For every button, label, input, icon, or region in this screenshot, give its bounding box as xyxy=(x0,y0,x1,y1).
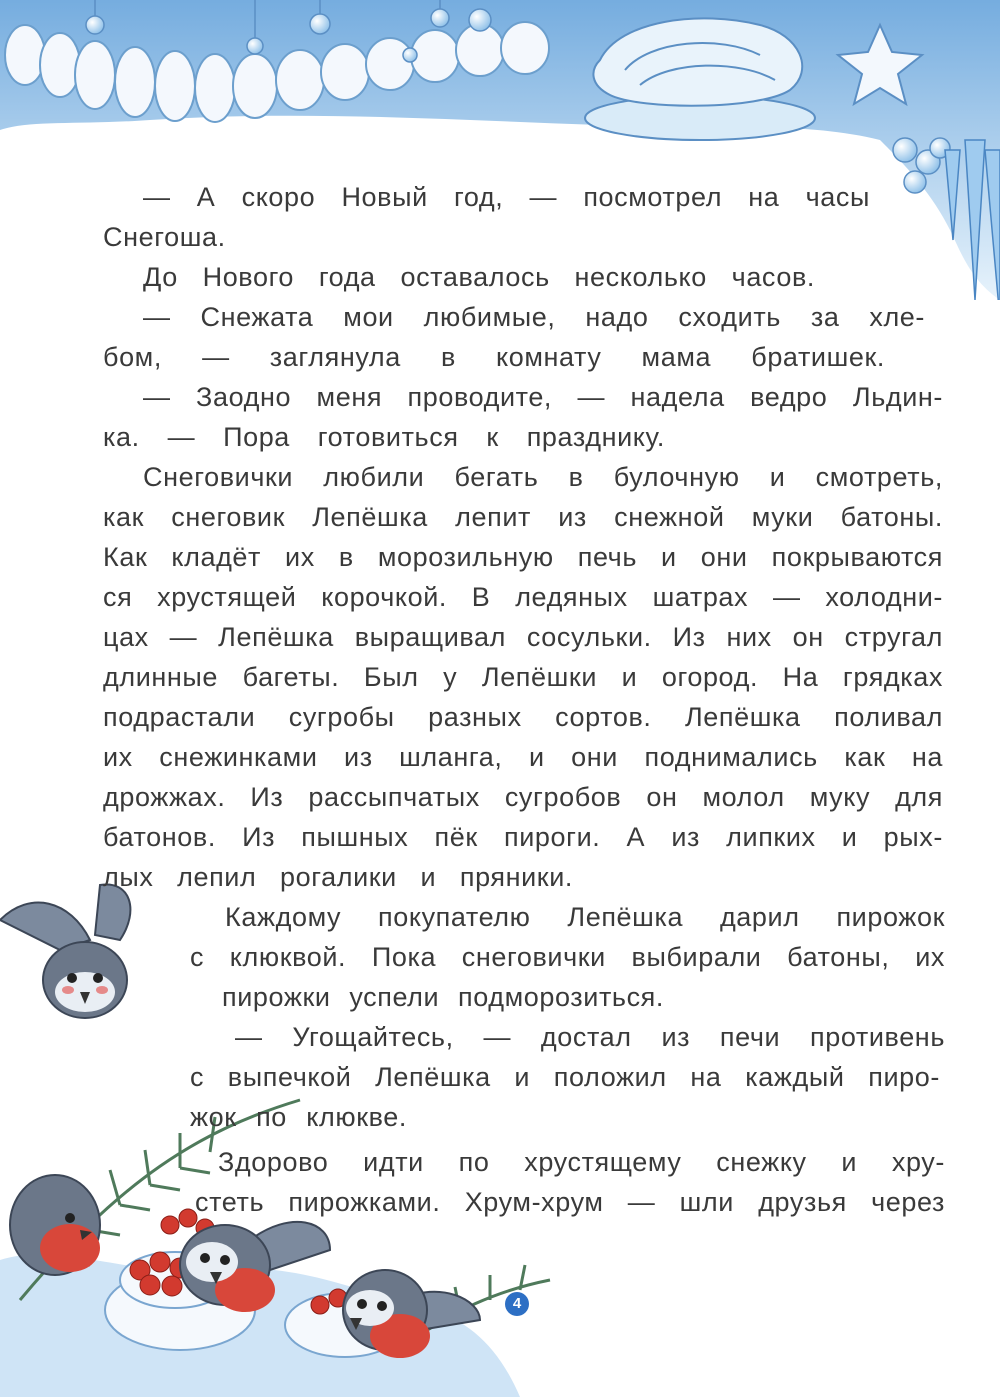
text-line: Снегоша. xyxy=(103,222,226,252)
text-line: — Заодно меня проводите, — надела ведро Льдин- xyxy=(143,382,943,412)
text-line: ка. — Пора готовиться к празднику. xyxy=(103,422,665,452)
text-line: До Нового года оставалось несколько часов. xyxy=(143,262,815,292)
text-line: цах — Лепёшка выращивал сосульки. Из них он стругал xyxy=(103,622,943,652)
text-line: ся хрустящей корочкой. В ледяных шатрах — холодни- xyxy=(103,582,943,612)
text-line: Каждому покупателю Лепёшка дарил пирожок xyxy=(225,902,945,932)
text-line: лых лепил рогалики и пряники. xyxy=(103,862,573,892)
text-line: подрастали сугробы разных сортов. Лепёшка поливал xyxy=(103,702,943,732)
text-line: с выпечкой Лепёшка и положил на каждый пиро- xyxy=(190,1062,940,1092)
text-line: их снежинками из шланга, и они поднимались как на xyxy=(103,742,943,772)
text-line: дрожжах. Из рассыпчатых сугробов он молол муку для xyxy=(103,782,943,812)
text-line: длинные багеты. Был у Лепёшки и огород. На грядках xyxy=(103,662,943,692)
text-line: — Снежата мои любимые, надо сходить за хле- xyxy=(143,302,925,332)
text-line: пирожки успели подморозиться. xyxy=(222,982,664,1012)
text-line: — Угощайтесь, — достал из печи противень xyxy=(235,1022,945,1052)
text-line: батонов. Из пышных пёк пироги. А из липких и рых- xyxy=(103,822,943,852)
text-line: бом, — заглянула в комнату мама братишек. xyxy=(103,342,885,372)
text-line: с клюквой. Пока снеговички выбирали батоны, их xyxy=(190,942,945,972)
page-number: 4 xyxy=(505,1292,529,1316)
text-line: Как кладёт их в морозильную печь и они покрываются xyxy=(103,542,943,572)
text-line: Снеговички любили бегать в булочную и смотреть, xyxy=(143,462,943,492)
bullfinch-flying-icon xyxy=(0,884,130,1018)
text-line: Здорово идти по хрустящему снежку и хру- xyxy=(218,1147,945,1177)
text-line: как снеговик Лепёшка лепит из снежной муки батоны. xyxy=(103,502,943,532)
text-line: жок по клюкве. xyxy=(190,1102,407,1132)
text-line: — А скоро Новый год, — посмотрел на часы xyxy=(143,182,870,212)
bullfinch-left-icon xyxy=(10,1175,100,1275)
text-line: стеть пирожками. Хрум-хрум — шли друзья через xyxy=(195,1187,945,1217)
